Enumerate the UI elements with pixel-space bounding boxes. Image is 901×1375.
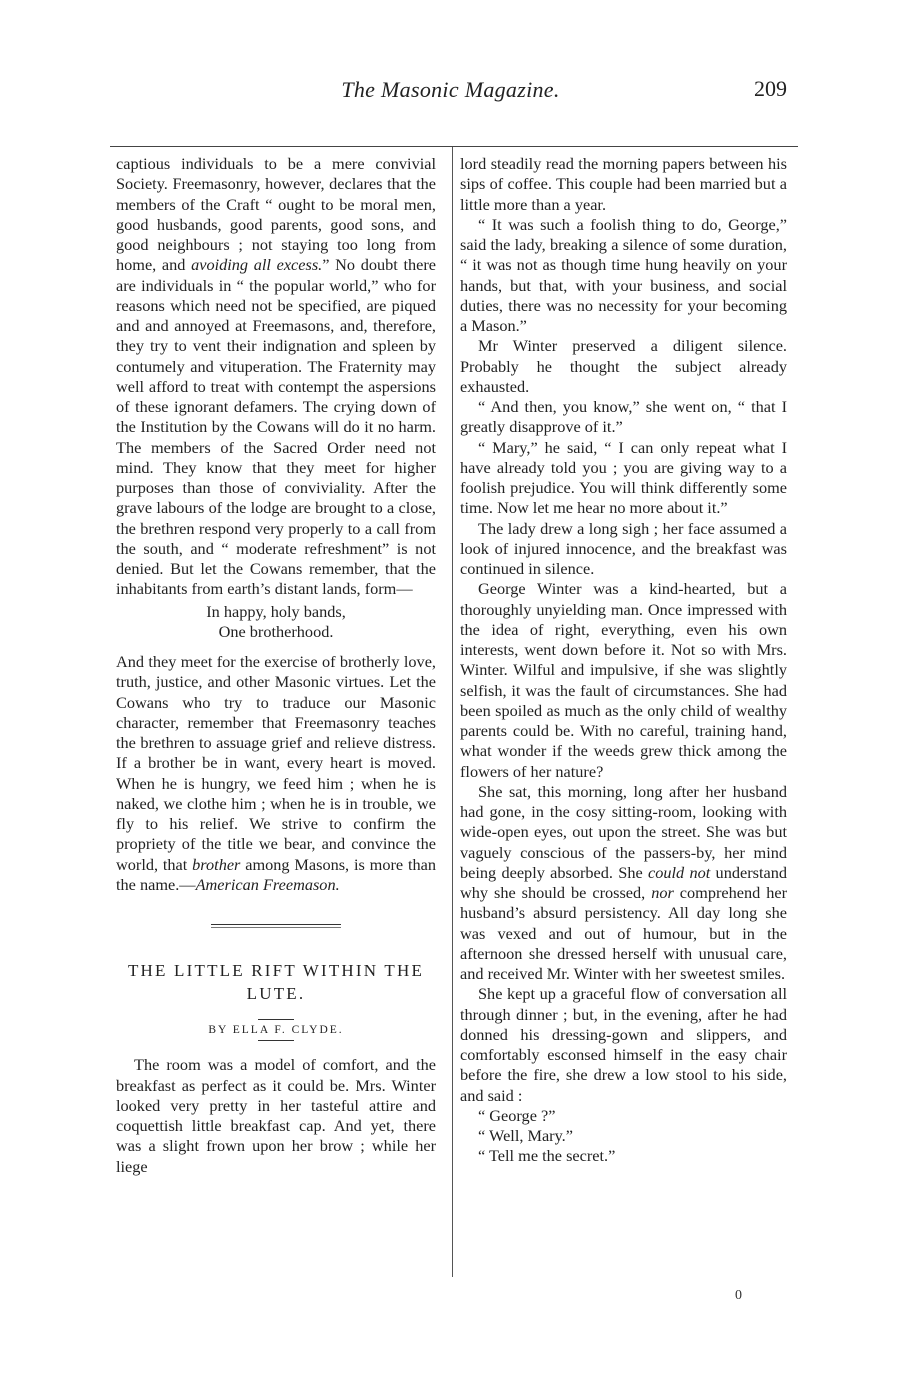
dialogue-line: “ Well, Mary.” [478, 1126, 573, 1145]
byline: BY ELLA F. CLYDE. [208, 1024, 344, 1036]
paragraph [116, 652, 436, 895]
page-number: 209 [754, 76, 787, 101]
verse [116, 602, 436, 643]
paragraph-text: comprehend her husband’s absurd persistency. All day long she was vexed and out of humour, but in the afternoon she dressed herself with unusual care, and received Mr. Winter with her sweetest smiles. [460, 883, 787, 983]
dialogue-line: “ George ?” [478, 1105, 556, 1125]
header-rule [110, 146, 798, 147]
emphasis-text: brother [192, 854, 241, 874]
paragraph: “ It was such a foolish thing to do, George,” said the lady, breaking a silence of some duration, “ it was not as though time hung heavily on your hands, but that, with your business, and social duties, there was no necessity for your becoming a Mason.” [460, 214, 787, 335]
source-attribution: American Freemason. [195, 874, 340, 894]
verse-line: In happy, holy bands, [206, 601, 346, 621]
emphasis-text: could not [648, 862, 711, 882]
paragraph: “ Mary,” he said, “ I can only repeat what I have already told you ; you are giving way to a foolish prejudice. You will think differently some time. Now let me hear no more about it.” [460, 437, 787, 518]
paragraph: lord steadily read the morning papers between his sips of coffee. This couple had been married but a little more than a year. [460, 154, 787, 214]
magazine-title: The Masonic Magazine. [341, 77, 560, 102]
paragraph: The room was a model of comfort, and the breakfast as perfect as it could be. Mrs. Winter looked very pretty in her tasteful attire and coquettish little breakfast cap. And yet, there was a slight frown upon her brow ; while her liege [116, 1055, 436, 1176]
paragraph: “ And then, you know,” she went on, “ that I greatly disapprove of it.” [460, 397, 787, 437]
verse-line: One brotherhood. [218, 621, 334, 641]
paragraph: She kept up a graceful flow of conversation all through dinner ; but, in the evening, after he had donned his dressing-gown and slippers, and comfortably esconsed himself in the easy chair before the fire, she drew a low stool to his side, and said : [460, 984, 787, 1105]
paragraph: George Winter was a kind-hearted, but a thoroughly unyielding man. Once impressed with the idea of right, everything, even his own interests, went down before it. Not so with Mrs. Winter. Wilful and impulsive, if she was slightly selfish, it was the fault of circumstances. She had been spoiled as much as the only child of wealthy parents could be. With no careful, training hand, what wonder if the weeds grew thick among the flowers of her nature? [460, 579, 787, 781]
paragraph-text: captious individuals to be a mere convivial Society. Freemasonry, however, declares that the members of the Craft “ ought to be moral men, good husbands, good parents, good sons, and good neighbours ; not staying too long from home, and [116, 154, 436, 275]
story-title: THE LITTLE RIFT WITHIN THE LUTE. [127, 961, 425, 1003]
section-divider [211, 924, 341, 928]
paragraph-text: understand why she should be crossed, [460, 862, 787, 902]
column-divider [452, 147, 453, 1277]
paragraph-text: among Masons, is more than the name.— [116, 854, 437, 894]
paragraph-text: ” No doubt there are individuals in “ the popular world,” who for reasons which need not be specified, are piqued and and annoyed at Freemasons, and, therefore, they try to vent their indignation and spleen by contumely and vituperation. The Fraternity may well afford to treat with contempt the aspersions of these ignorant defamers. The crying down of the Institution by the Cowans will do it no harm. The members of the Sacred Order need not mind. They know that they meet for higher purposes than those of conviviality. After the grave labours of the lodge are brought to a close, the brethren respond very properly to a call from the south, and “ moderate refreshment” is not denied. But let the Cowans remember, that the inhabitants from earth’s distant lands, form— [116, 255, 437, 599]
signature-mark: 0 [735, 1288, 742, 1303]
right-column [460, 154, 787, 1167]
emphasis-text: avoiding all excess. [191, 255, 323, 275]
short-rule [258, 1040, 294, 1041]
paragraph-text: She sat, this morning, long after her husband had gone, in the cosy sitting-room, looking with wide-open eyes, out upon the street. She was but vaguely conscious of the passers-by, her mind being deeply absorbed. She [460, 781, 787, 882]
paragraph [460, 782, 787, 985]
paragraph-text: And they meet for the exercise of brotherly love, truth, justice, and other Masonic virtues. Let the Cowans who try to traduce our Masonic character, remember that Freemasonry teaches the brethren to assuage grief and relieve distress. If a brother be in want, every heart is moved. When he is hungry, we feed him ; when he is naked, we clothe him ; when he is in trouble, we fly to his relief. We strive to confirm the propriety of the title we bear, and convince the world, that [116, 652, 436, 874]
left-column [116, 154, 436, 1177]
paragraph: Mr Winter preserved a diligent silence. Probably he thought the subject already exhausted. [460, 336, 787, 396]
dialogue-line: “ Tell me the secret.” [478, 1146, 616, 1166]
paragraph [116, 154, 436, 600]
paragraph: The lady drew a long sigh ; her face assumed a look of injured innocence, and the breakfast was continued in silence. [460, 518, 787, 578]
emphasis-text: nor [651, 883, 674, 902]
